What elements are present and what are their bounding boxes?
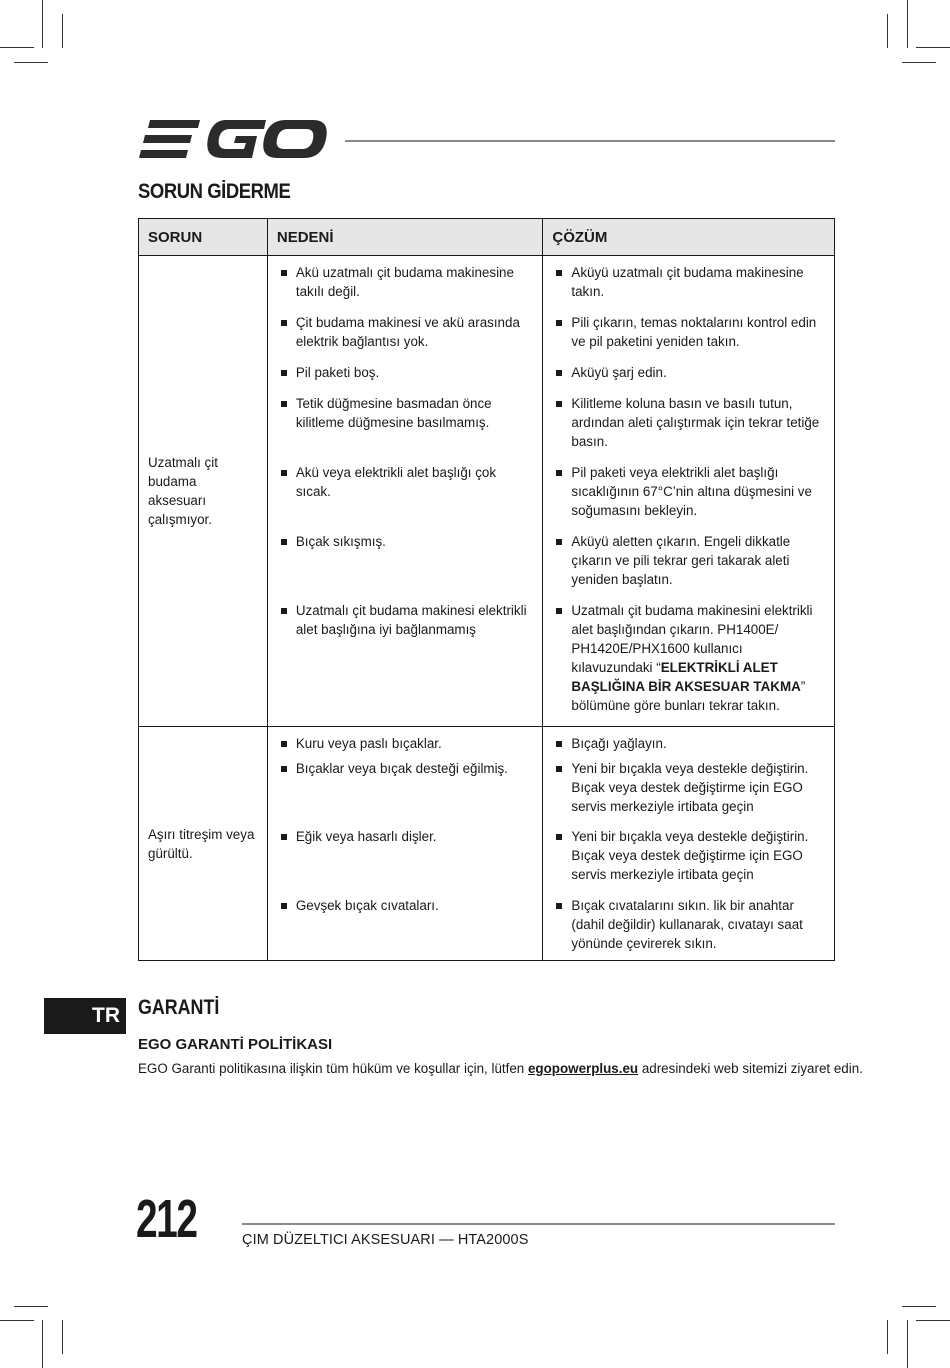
solution-text: Pil paketi veya elektrikli alet başlığı sıcaklığının 67°C’nin altına düşmesini ve soğumasını bekleyin. [571,465,812,518]
bullet-icon [556,903,562,909]
solution-text [571,601,826,715]
bullet-icon [556,539,562,545]
cause-cell [267,601,543,727]
crop-mark [907,0,908,48]
footer-rule [242,1223,835,1225]
crop-mark [887,14,888,48]
cause-cell [267,363,543,394]
cause-text: Akü veya elektrikli alet başlığı çok sıcak. [295,465,497,499]
bullet-icon [556,270,562,276]
page-number: 212 [136,1189,197,1249]
cause-text: Bıçaklar veya bıçak desteği eğilmiş. [295,761,508,776]
language-tab: TR [44,998,126,1034]
crop-mark [916,47,950,48]
crop-mark [42,1320,43,1368]
warranty-text [138,1061,863,1076]
bullet-icon [556,834,562,840]
solution-cell [543,727,835,760]
solution-text-pre: Uzatmalı çit budama makinesini elektrikli alet başlığından çıkarın. PH1400E/ PH1420E/PHX1600 kullanıcı kılavuzundaki “ [571,603,813,675]
solution-cell [543,463,835,532]
bullet-icon [281,270,287,276]
bullet-icon [281,834,287,840]
warranty-subtitle: EGO GARANTİ POLİTİKASI [138,1036,333,1053]
solution-cell [543,532,835,601]
solution-cell [543,394,835,463]
solution-text: Yeni bir bıçakla veya destekle değiştirin. Bıçak veya destek değiştirme için EGO servis merkeziyle irtibata geçin [571,829,809,882]
solution-cell [543,896,835,961]
problem-cell: Uzatmalı çit budama aksesuarı çalışmıyor. [139,256,268,727]
bullet-icon [281,766,287,772]
troubleshooting-table [138,218,835,961]
header-cause: NEDENİ [267,219,543,256]
bullet-icon [281,539,287,545]
solution-text-post: ” bölümüne göre bunları tekrar takın. [571,679,806,713]
cause-text: Akü uzatmalı çit budama makinesine takılı değil. [295,265,514,299]
cause-text: Uzatmalı çit budama makinesi elektrikli alet başlığına iyi bağlanmamış [295,603,527,637]
cause-cell [267,827,543,896]
solution-text-bold: ELEKTRİKLİ ALET BAŞLIĞINA BİR AKSESUAR TAKMA [571,660,801,694]
bullet-icon [556,766,562,772]
crop-mark [0,47,34,48]
bullet-icon [281,470,287,476]
bullet-icon [281,320,287,326]
solution-text: Aküyü aletten çıkarın. Engeli dikkatle çıkarın ve pili tekrar geri takarak aleti yeniden başlatın. [571,534,791,587]
crop-mark [0,1320,34,1321]
cause-cell [267,313,543,363]
solution-text: Pili çıkarın, temas noktalarını kontrol edin ve pil paketini yeniden takın. [571,315,817,349]
header-solution: ÇÖZÜM [543,219,835,256]
solution-cell [543,601,835,727]
bullet-icon [556,608,562,614]
crop-mark [916,1320,950,1321]
bullet-icon [556,470,562,476]
table-row [139,727,835,760]
cause-cell [267,896,543,961]
header-rule [345,140,835,142]
cause-cell [267,463,543,532]
crop-mark [14,62,48,63]
crop-mark [14,1306,48,1307]
bullet-icon [556,370,562,376]
cause-text: Eğik veya hasarlı dişler. [295,829,437,844]
section-title: SORUN GİDERME [138,180,291,203]
solution-text: Bıçağı yağlayın. [571,736,667,751]
crop-mark [902,1306,936,1307]
table-row [139,256,835,314]
bullet-icon [556,401,562,407]
cause-text: Gevşek bıçak cıvataları. [295,898,439,913]
cause-text: Tetik düğmesine basmadan önce kilitleme düğmesine basılmamış. [295,396,492,430]
solution-cell [543,313,835,363]
warranty-text-pre: EGO Garanti politikasına ilişkin tüm hüküm ve koşullar için, lütfen [138,1061,528,1076]
crop-mark [887,1320,888,1354]
footer-text: ÇIM DÜZELTICI AKSESUARI — HTA2000S [242,1232,529,1248]
crop-mark [902,62,936,63]
solution-text: Yeni bir bıçakla veya destekle değiştirin. Bıçak veya destek değiştirme için EGO servis merkeziyle irtibata geçin [571,761,809,814]
cause-text: Bıçak sıkışmış. [295,534,386,549]
cause-cell [267,532,543,601]
crop-mark [62,1320,63,1354]
solution-cell [543,363,835,394]
solution-cell [543,256,835,314]
solution-text: Kilitleme koluna basın ve basılı tutun, ardından aleti çalıştırmak için tekrar tetiğe basın. [571,396,820,449]
cause-cell [267,759,543,827]
solution-text: Aküyü şarj edin. [571,365,667,380]
bullet-icon [281,903,287,909]
bullet-icon [281,401,287,407]
cause-text: Çit budama makinesi ve akü arasında elektrik bağlantısı yok. [295,315,520,349]
bullet-icon [281,741,287,747]
cause-cell [267,727,543,760]
table-header-row [139,219,835,256]
warranty-title: GARANTİ [138,996,220,1019]
bullet-icon [556,320,562,326]
bullet-icon [281,608,287,614]
cause-text: Pil paketi boş. [295,365,380,380]
solution-text: Bıçak cıvatalarını sıkın. lik bir anahtar (dahil değildir) kullanarak, cıvatayı saat yönünde çevirerek sıkın. [571,898,803,951]
cause-cell [267,394,543,463]
header-problem: SORUN [139,219,268,256]
crop-mark [42,0,43,48]
solution-text: Aküyü uzatmalı çit budama makinesine takın. [571,265,804,299]
warranty-link[interactable]: egopowerplus.eu [527,1061,639,1076]
cause-cell [267,256,543,314]
solution-cell [543,759,835,827]
ego-logo [138,118,328,162]
crop-mark [907,1320,908,1368]
cause-text: Kuru veya paslı bıçaklar. [295,736,442,751]
warranty-text-post: adresindeki web sitemizi ziyaret edin. [638,1061,863,1076]
solution-cell [543,827,835,896]
problem-cell: Aşırı titreşim veya gürültü. [139,727,268,961]
crop-mark [62,14,63,48]
bullet-icon [556,741,562,747]
bullet-icon [281,370,287,376]
